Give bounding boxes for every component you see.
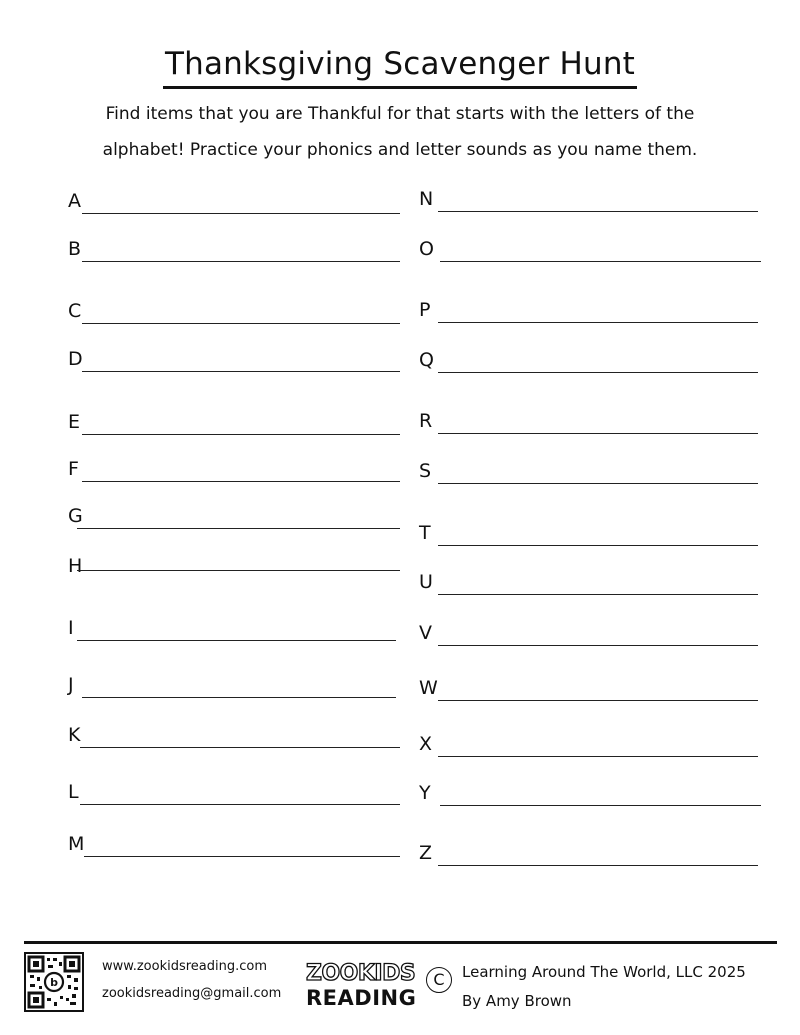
letter-entry (419, 723, 761, 757)
letter-label: Y (419, 782, 431, 804)
letter-label: H (68, 555, 83, 577)
worksheet-title-wrapper (0, 44, 800, 89)
letter-label: U (419, 571, 433, 593)
copyright-company: Learning Around The World, LLC 2025 (462, 963, 746, 981)
letter-entry (419, 832, 761, 866)
answer-line[interactable] (77, 640, 396, 641)
answer-line[interactable] (82, 213, 400, 214)
letter-entry (68, 714, 403, 748)
letter-entry (68, 823, 403, 857)
letter-label: N (419, 188, 434, 210)
logo-top-text: ZOOKIDS (306, 961, 416, 986)
answer-line[interactable] (82, 323, 400, 324)
letter-entry (68, 545, 403, 579)
letter-entry (68, 448, 403, 482)
qr-code-icon (24, 952, 84, 1012)
letter-entry (419, 667, 761, 701)
letter-entry (68, 338, 403, 372)
letter-entry (68, 664, 403, 698)
letter-entry (419, 289, 761, 323)
website-link[interactable]: www.zookidsreading.com (102, 959, 268, 974)
answer-line[interactable] (438, 756, 758, 757)
letter-label: G (68, 505, 83, 527)
instructions-line-2: alphabet! Practice your phonics and letter sounds as you name them. (102, 140, 698, 160)
letter-label: B (68, 238, 82, 260)
letter-entry (68, 771, 403, 805)
letter-label: W (419, 677, 438, 699)
worksheet-title: Thanksgiving Scavenger Hunt (163, 44, 637, 89)
answer-line[interactable] (438, 211, 758, 212)
letter-label: T (419, 522, 431, 544)
letter-entry (68, 228, 403, 262)
letter-entry (419, 561, 761, 595)
letter-entry (68, 401, 403, 435)
letter-entry (68, 495, 403, 529)
letter-label: I (68, 617, 74, 639)
letter-entry (419, 400, 761, 434)
answer-line[interactable] (438, 483, 758, 484)
letter-entry (419, 772, 761, 806)
letter-label: D (68, 348, 83, 370)
letter-label: Q (419, 349, 434, 371)
letter-entry (419, 339, 761, 373)
answer-line[interactable] (440, 261, 761, 262)
letter-label: R (419, 410, 433, 432)
answer-line[interactable] (80, 804, 400, 805)
letter-label: J (68, 674, 74, 696)
letter-entry (68, 607, 403, 641)
answer-line[interactable] (438, 645, 758, 646)
letter-label: O (419, 238, 434, 260)
answer-line[interactable] (82, 261, 400, 262)
answer-line[interactable] (82, 481, 400, 482)
answer-line[interactable] (82, 434, 400, 435)
logo-bottom-text: READING (306, 986, 417, 1010)
answer-line[interactable] (438, 322, 758, 323)
letter-label: X (419, 733, 433, 755)
letter-label: Z (419, 842, 433, 864)
letter-label: P (419, 299, 431, 321)
email-link[interactable]: zookidsreading@gmail.com (102, 986, 282, 1001)
letter-entry (419, 178, 761, 212)
zookids-reading-logo (306, 961, 417, 1014)
answer-line[interactable] (438, 700, 758, 701)
answer-line[interactable] (84, 856, 400, 857)
letter-label: S (419, 460, 432, 482)
answer-line[interactable] (438, 433, 758, 434)
letter-entry (419, 512, 761, 546)
letter-label: E (68, 411, 81, 433)
letter-label: A (68, 190, 81, 212)
answer-line[interactable] (82, 371, 400, 372)
letter-label: K (68, 724, 81, 746)
svg-text:b: b (50, 976, 58, 989)
answer-line[interactable] (438, 594, 758, 595)
answer-line[interactable] (82, 697, 396, 698)
letter-entry (419, 612, 761, 646)
footer-divider (24, 941, 777, 944)
letter-entry (419, 228, 761, 262)
copyright-icon: C (426, 967, 452, 993)
answer-line[interactable] (438, 865, 758, 866)
answer-line[interactable] (438, 372, 758, 373)
letter-label: C (68, 300, 82, 322)
letter-label: F (68, 458, 79, 480)
letter-label: L (68, 781, 79, 803)
instructions-line-1: Find items that you are Thankful for that starts with the letters of the (105, 104, 695, 124)
answer-line[interactable] (80, 747, 400, 748)
letter-entry (419, 450, 761, 484)
answer-line[interactable] (438, 545, 758, 546)
letter-label: V (419, 622, 432, 644)
answer-line[interactable] (77, 528, 400, 529)
letter-entry (68, 290, 403, 324)
author-credit: By Amy Brown (462, 992, 572, 1010)
letter-entry (68, 180, 403, 214)
answer-line[interactable] (440, 805, 761, 806)
answer-line[interactable] (77, 570, 400, 571)
letter-label: M (68, 833, 85, 855)
